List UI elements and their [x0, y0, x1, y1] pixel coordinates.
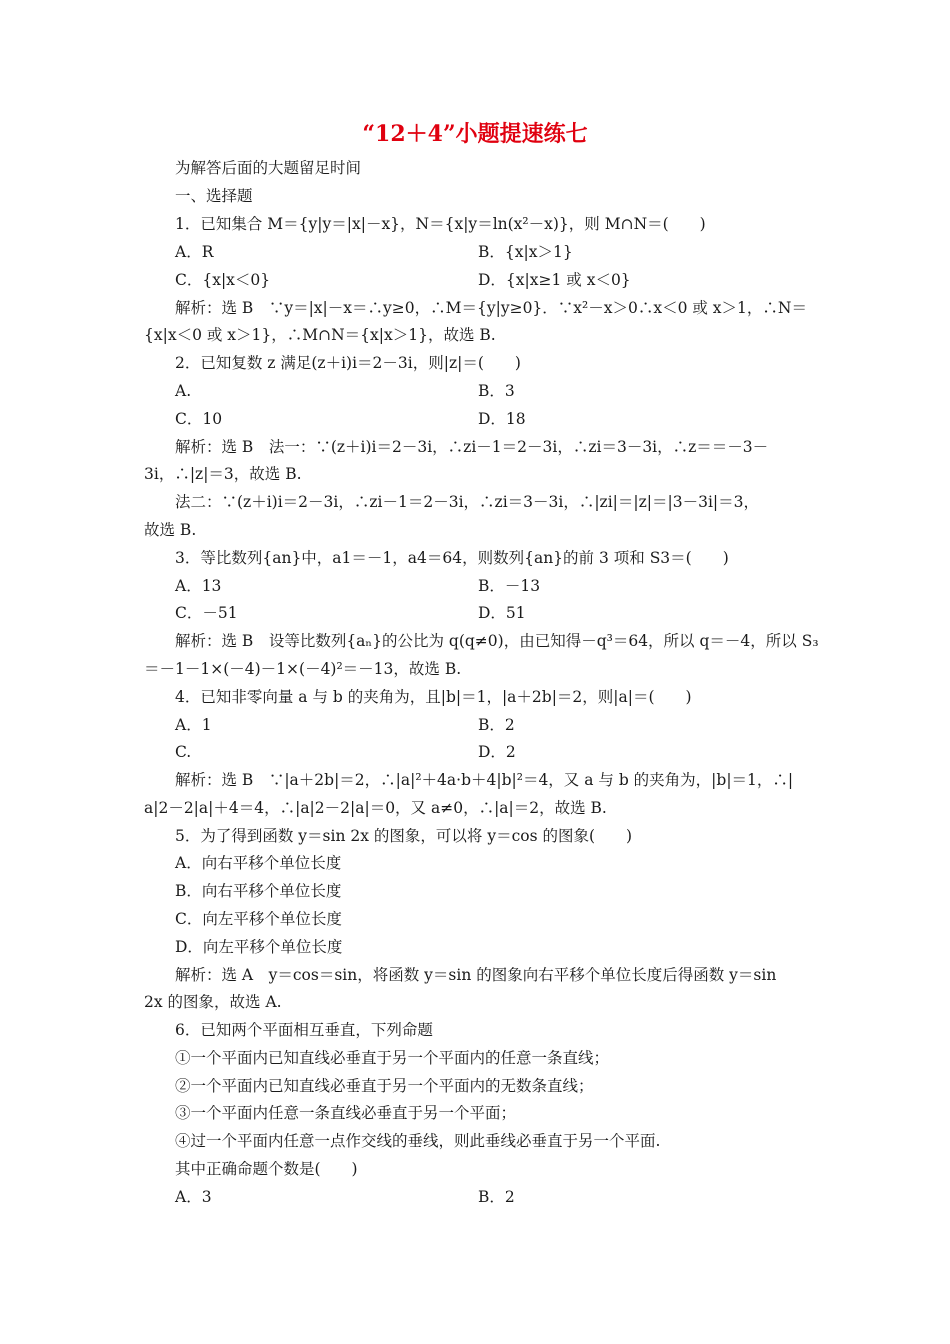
question-3-option-a: A．13: [175, 577, 222, 595]
question-2-solution-line-4: 故选 B.: [144, 521, 197, 539]
question-6-statement-1: ①一个平面内已知直线必垂直于另一个平面内的任意一条直线；: [175, 1049, 610, 1067]
question-4-option-b: B．2: [478, 716, 515, 734]
question-3-solution-line-1: 解析：选 B 设等比数列{aₙ}的公比为 q(q≠0)，由已知得－q³＝64，所以 q＝－4，所以 S₃: [175, 632, 819, 650]
question-6-ask: 其中正确命题个数是( ): [175, 1160, 358, 1178]
question-4-solution-line-1: 解析：选 B ∵|a＋2b|＝2，∴|a|²＋4a·b＋4|b|²＝4，又 a 与 b 的夹角为，|b|＝1，∴|: [175, 771, 794, 789]
question-3-stem: 3．等比数列{an}中，a1＝－1，a4＝64，则数列{an}的前 3 项和 S3＝( ): [175, 549, 729, 567]
question-1-option-c: C．{x|x＜0}: [175, 271, 271, 289]
question-1-option-a: A．R: [175, 243, 214, 261]
question-3-option-b: B．－13: [478, 577, 541, 595]
question-4-stem: 4．已知非零向量 a 与 b 的夹角为，且|b|＝1，|a＋2b|＝2，则|a|＝( ): [175, 688, 692, 706]
question-6-statement-3: ③一个平面内任意一条直线必垂直于另一个平面；: [175, 1104, 517, 1122]
question-5-option-a: A．向右平移个单位长度: [175, 854, 342, 872]
question-2-stem: 2．已知复数 z 满足(z＋i)i＝2－3i，则|z|＝( ): [175, 354, 521, 372]
section-heading: 一、选择题: [175, 187, 253, 205]
question-6-option-b: B．2: [478, 1188, 515, 1206]
question-4-solution-line-2: a|2－2|a|＋4＝4，∴|a|2－2|a|＝0，又 a≠0，∴|a|＝2，故选 B.: [144, 799, 607, 817]
question-5-solution-line-1: 解析：选 A y＝cos＝sin，将函数 y＝sin 的图象向右平移个单位长度后得函数 y＝sin: [175, 966, 777, 984]
question-3-option-c: C．－51: [175, 604, 238, 622]
question-2-solution-line-2: 3i，∴|z|＝3，故选 B.: [144, 465, 302, 483]
question-5-option-c: C．向左平移个单位长度: [175, 910, 342, 928]
question-3-solution-line-2: ＝－1－1×(－4)－1×(－4)²＝－13，故选 B.: [144, 660, 462, 678]
question-6-statement-2: ②一个平面内已知直线必垂直于另一个平面内的无数条直线；: [175, 1077, 594, 1095]
question-5-option-d: D．向左平移个单位长度: [175, 938, 343, 956]
question-1-stem: 1．已知集合 M＝{y|y＝|x|－x}，N＝{x|y＝ln(x²－x)}，则 M∩N＝( ): [175, 215, 706, 233]
question-2-option-d: D．18: [478, 410, 526, 428]
subtitle: 为解答后面的大题留足时间: [175, 159, 362, 177]
question-1-option-d: D．{x|x≥1 或 x＜0}: [478, 271, 631, 289]
question-5-option-b: B．向右平移个单位长度: [175, 882, 342, 900]
question-4-option-c: C.: [175, 743, 192, 761]
question-6-statement-4: ④过一个平面内任意一点作交线的垂线，则此垂线必垂直于另一个平面.: [175, 1132, 661, 1150]
question-2-solution-line-3: 法二：∵(z＋i)i＝2－3i，∴zi－1＝2－3i，∴zi＝3－3i，∴|zi|＝|z|＝|3－3i|＝3，: [175, 493, 759, 511]
question-5-stem: 5．为了得到函数 y＝sin 2x 的图象，可以将 y＝cos 的图象( ): [175, 827, 633, 845]
question-5-solution-line-2: 2x 的图象，故选 A.: [144, 993, 282, 1011]
question-2-option-a: A.: [175, 382, 192, 400]
question-4-option-a: A．1: [175, 716, 212, 734]
question-3-option-d: D．51: [478, 604, 526, 622]
question-4-option-d: D．2: [478, 743, 516, 761]
question-2-solution-line-1: 解析：选 B 法一：∵(z＋i)i＝2－3i，∴zi－1＝2－3i，∴zi＝3－3i，∴z＝＝－3－: [175, 438, 769, 456]
question-2-option-b: B．3: [478, 382, 515, 400]
question-1-solution-line-2: {x|x＜0 或 x＞1}，∴M∩N＝{x|x＞1}，故选 B.: [144, 326, 496, 344]
page-title: “12＋4”小题提速练七: [362, 121, 588, 147]
question-1-solution-line-1: 解析：选 B ∵y＝|x|－x＝∴y≥0，∴M＝{y|y≥0}．∵x²－x＞0∴x＜0 或 x＞1，∴N＝: [175, 299, 807, 317]
question-1-option-b: B．{x|x＞1}: [478, 243, 573, 261]
question-6-stem: 6．已知两个平面相互垂直，下列命题: [175, 1021, 433, 1039]
question-2-option-c: C．10: [175, 410, 223, 428]
question-6-option-a: A．3: [175, 1188, 212, 1206]
